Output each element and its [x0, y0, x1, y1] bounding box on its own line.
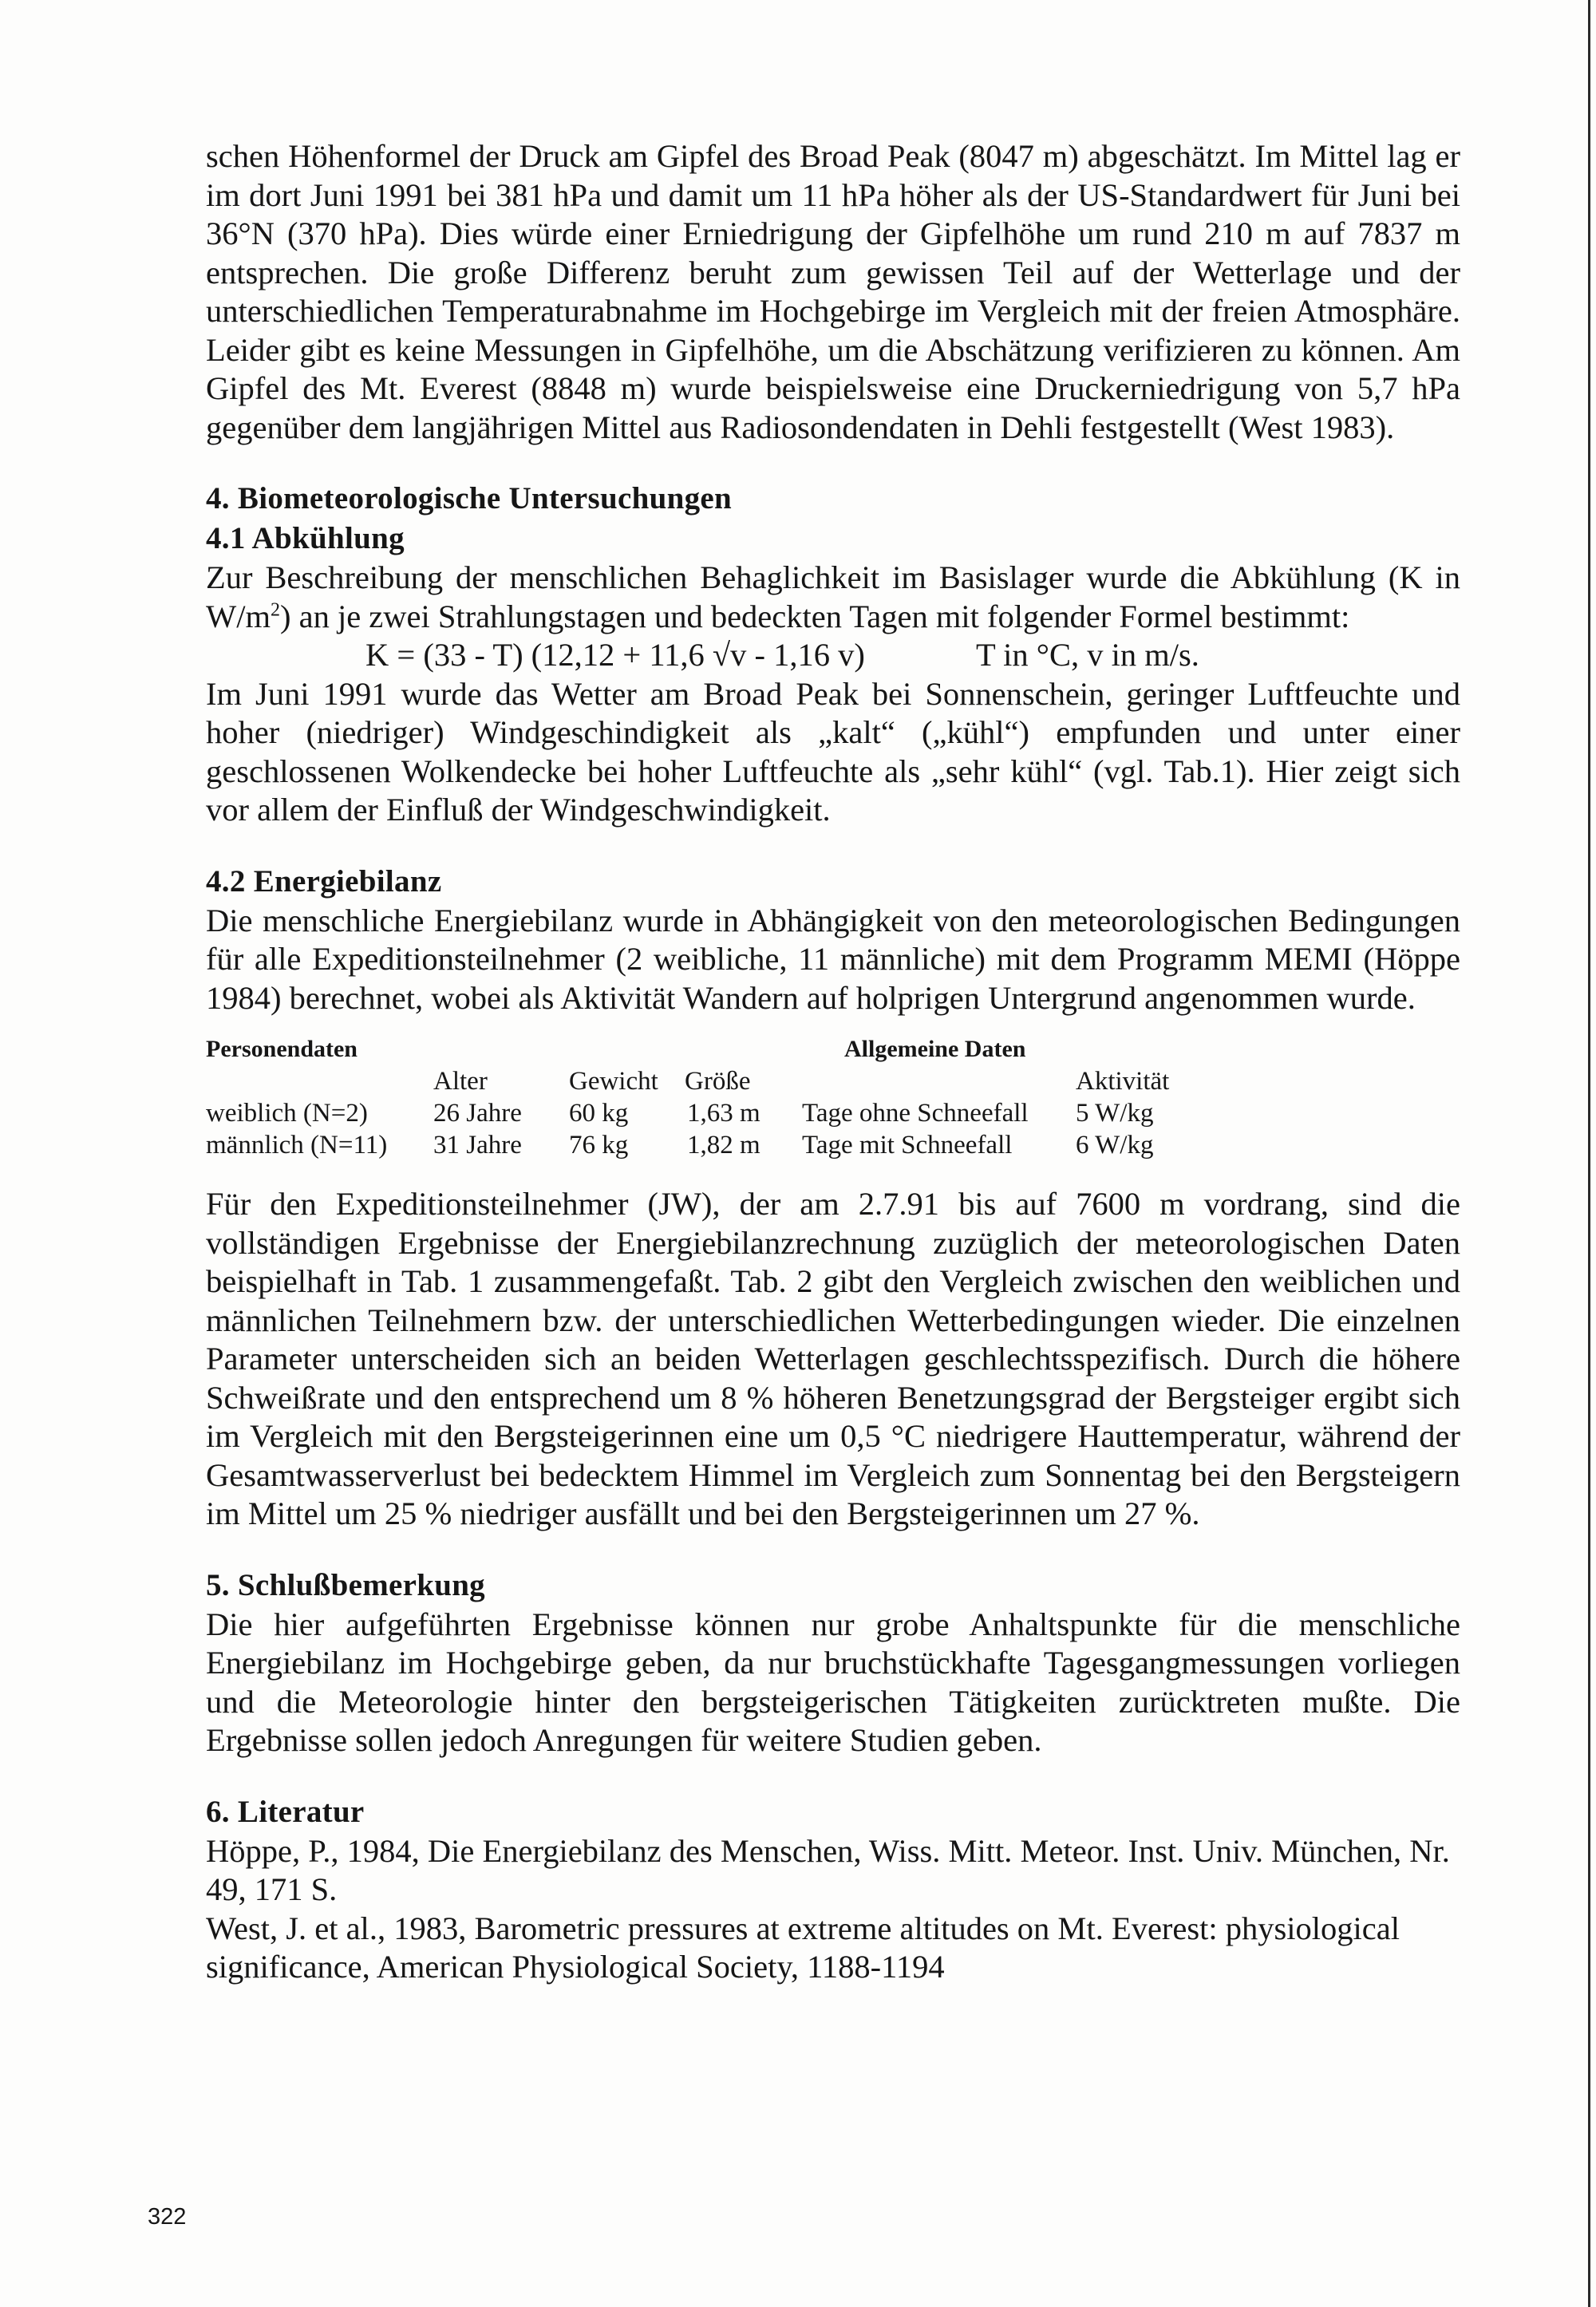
- intro-paragraph: schen Höhenformel der Druck am Gipfel des Broad Peak (8047 m) abgeschätzt. Im Mittel lag er im dort Juni 1991 bei 381 hPa und damit um 11 hPa höher als der US-Standardwert für Juni bei 36°N (370 hPa). Dies würde einer Erniedrigung der Gipfelhöhe um rund 210 m auf 7837 m entsprechen. Die große Differenz beruht zum gewissen Teil auf der Wetterlage und der unterschiedlichen Temperaturabnahme im Hochgebirge im Vergleich mit der freien Atmosphäre. Leider gibt es keine Messungen in Gipfelhöhe, um die Abschätzung verifizieren zu können. Am Gipfel des Mt. Everest (8848 m) wurde beispielsweise eine Druckerniedrigung von 5,7 hPa gegenüber dem langjährigen Mittel aus Radiosondendaten in Dehli festgestellt (West 1983).: [206, 138, 1460, 445]
- table-cell-condition: Tage ohne Schneefall: [802, 1099, 1029, 1128]
- column-aktivitaet: Aktivität: [1076, 1067, 1170, 1096]
- table-cell-groesse: 1,82 m: [687, 1131, 760, 1159]
- table-row-label: weiblich (N=2): [206, 1099, 368, 1128]
- table-row-label: männlich (N=11): [206, 1131, 388, 1159]
- abkuehlung-paragraph-1: [206, 559, 1460, 636]
- scan-edge-line: [1588, 0, 1590, 2307]
- table-cell-alter: 26 Jahre: [433, 1099, 522, 1128]
- section-5-heading: 5. Schlußbemerkung: [206, 1567, 485, 1602]
- reference-list: [206, 1832, 1460, 1987]
- superscript-2: 2: [270, 599, 280, 620]
- table-header-allgemeine-daten: Allgemeine Daten: [844, 1036, 1026, 1062]
- abkuehlung-text-post: ) an je zwei Strahlungstagen und bedeckten Tagen mit folgender Formel bestimmt:: [279, 598, 1350, 634]
- cooling-formula: [206, 636, 1460, 675]
- section-4-2-heading: 4.2 Energiebilanz: [206, 863, 442, 899]
- section-4-heading: 4. Biometeorologische Untersuchungen: [206, 481, 732, 516]
- document-page: [206, 137, 1460, 1987]
- energiebilanz-paragraph-2: Für den Expeditionsteilnehmer (JW), der am 2.7.91 bis auf 7600 m vordrang, sind die vollständigen Ergebnisse der Energiebilanzrechnung zuzüglich der meteorologischen Daten beispielhaft in Tab. 1 zusammengefaßt. Tab. 2 gibt den Vergleich zwischen den weiblichen und männlichen Teilnehmern bzw. der unterschiedlichen Wetterbedingungen wieder. Die einzelnen Parameter unterscheiden sich an beiden Wetterlagen geschlechtsspezifisch. Durch die höhere Schweißrate und den entsprechend um 8 % höheren Benetzungsgrad der Bergsteiger ergibt sich im Vergleich mit den Bergsteigerinnen eine um 0,5 °C niedrigere Hauttemperatur, während der Gesamtwasserverlust bei bedecktem Himmel im Vergleich zum Sonnentag bei den Bergsteigern im Mittel um 25 % niedriger ausfällt und bei den Bergsteigerinnen um 27 %.: [206, 1186, 1460, 1531]
- formula-expression: K = (33 - T) (12,12 + 11,6 √v - 1,16 v): [365, 637, 865, 673]
- column-gewicht: Gewicht: [569, 1067, 658, 1096]
- table-cell-alter: 31 Jahre: [433, 1131, 522, 1159]
- formula-units: T in °C, v in m/s.: [976, 637, 1199, 673]
- table-header-personendaten: Personendaten: [206, 1036, 358, 1062]
- section-4-1-heading: 4.1 Abkühlung: [206, 521, 405, 555]
- reference-item: West, J. et al., 1983, Barometric pressures at extreme altitudes on Mt. Everest: physiological significance, American Physiological Society, 1188-1194: [206, 1910, 1400, 1985]
- person-data-table: [206, 1033, 1460, 1169]
- table-cell-gewicht: 76 kg: [569, 1131, 629, 1159]
- table-cell-aktivitaet: 5 W/kg: [1076, 1099, 1154, 1128]
- table-cell-condition: Tage mit Schneefall: [802, 1131, 1013, 1159]
- abkuehlung-text-pre: Zur Beschreibung der menschlichen Behaglichkeit im Basislager wurde die Abkühlung (K in W/m: [206, 559, 1460, 634]
- table-cell-groesse: 1,63 m: [687, 1099, 760, 1128]
- reference-item: Höppe, P., 1984, Die Energiebilanz des Menschen, Wiss. Mitt. Meteor. Inst. Univ. München, Nr. 49, 171 S.: [206, 1832, 1450, 1907]
- column-alter: Alter: [433, 1067, 488, 1096]
- table-cell-gewicht: 60 kg: [569, 1099, 629, 1128]
- page-number: 322: [148, 2204, 187, 2230]
- abkuehlung-paragraph-2: Im Juni 1991 wurde das Wetter am Broad Peak bei Sonnenschein, geringer Luftfeuchte und hoher (niedriger) Windgeschindigkeit als „kalt“ („kühl“) empfunden und unter einer geschlossenen Wolkendecke bei hoher Luftfeuchte als „sehr kühl“ (vgl. Tab.1). Hier zeigt sich vor allem der Einfluß der Windgeschwindigkeit.: [206, 675, 1460, 828]
- schlussbemerkung-paragraph: Die hier aufgeführten Ergebnisse können nur grobe Anhaltspunkte für die menschliche Energiebilanz im Hochgebirge geben, da nur bruchstückhafte Tagesgangmessungen vorliegen und die Meteorologie hinter den bergsteigerischen Tätigkeiten zurücktreten mußte. Die Ergebnisse sollen jedoch Anregungen für weitere Studien geben.: [206, 1606, 1460, 1758]
- column-groesse: Größe: [685, 1067, 751, 1096]
- section-6-heading: 6. Literatur: [206, 1794, 365, 1829]
- table-cell-aktivitaet: 6 W/kg: [1076, 1131, 1154, 1159]
- energiebilanz-paragraph-1: Die menschliche Energiebilanz wurde in Abhängigkeit von den meteorologischen Bedingungen für alle Expeditionsteilnehmer (2 weibliche, 11 männliche) mit dem Programm MEMI (Höppe 1984) berechnet, wobei als Aktivität Wandern auf holprigen Untergrund angenommen wurde.: [206, 902, 1460, 1016]
